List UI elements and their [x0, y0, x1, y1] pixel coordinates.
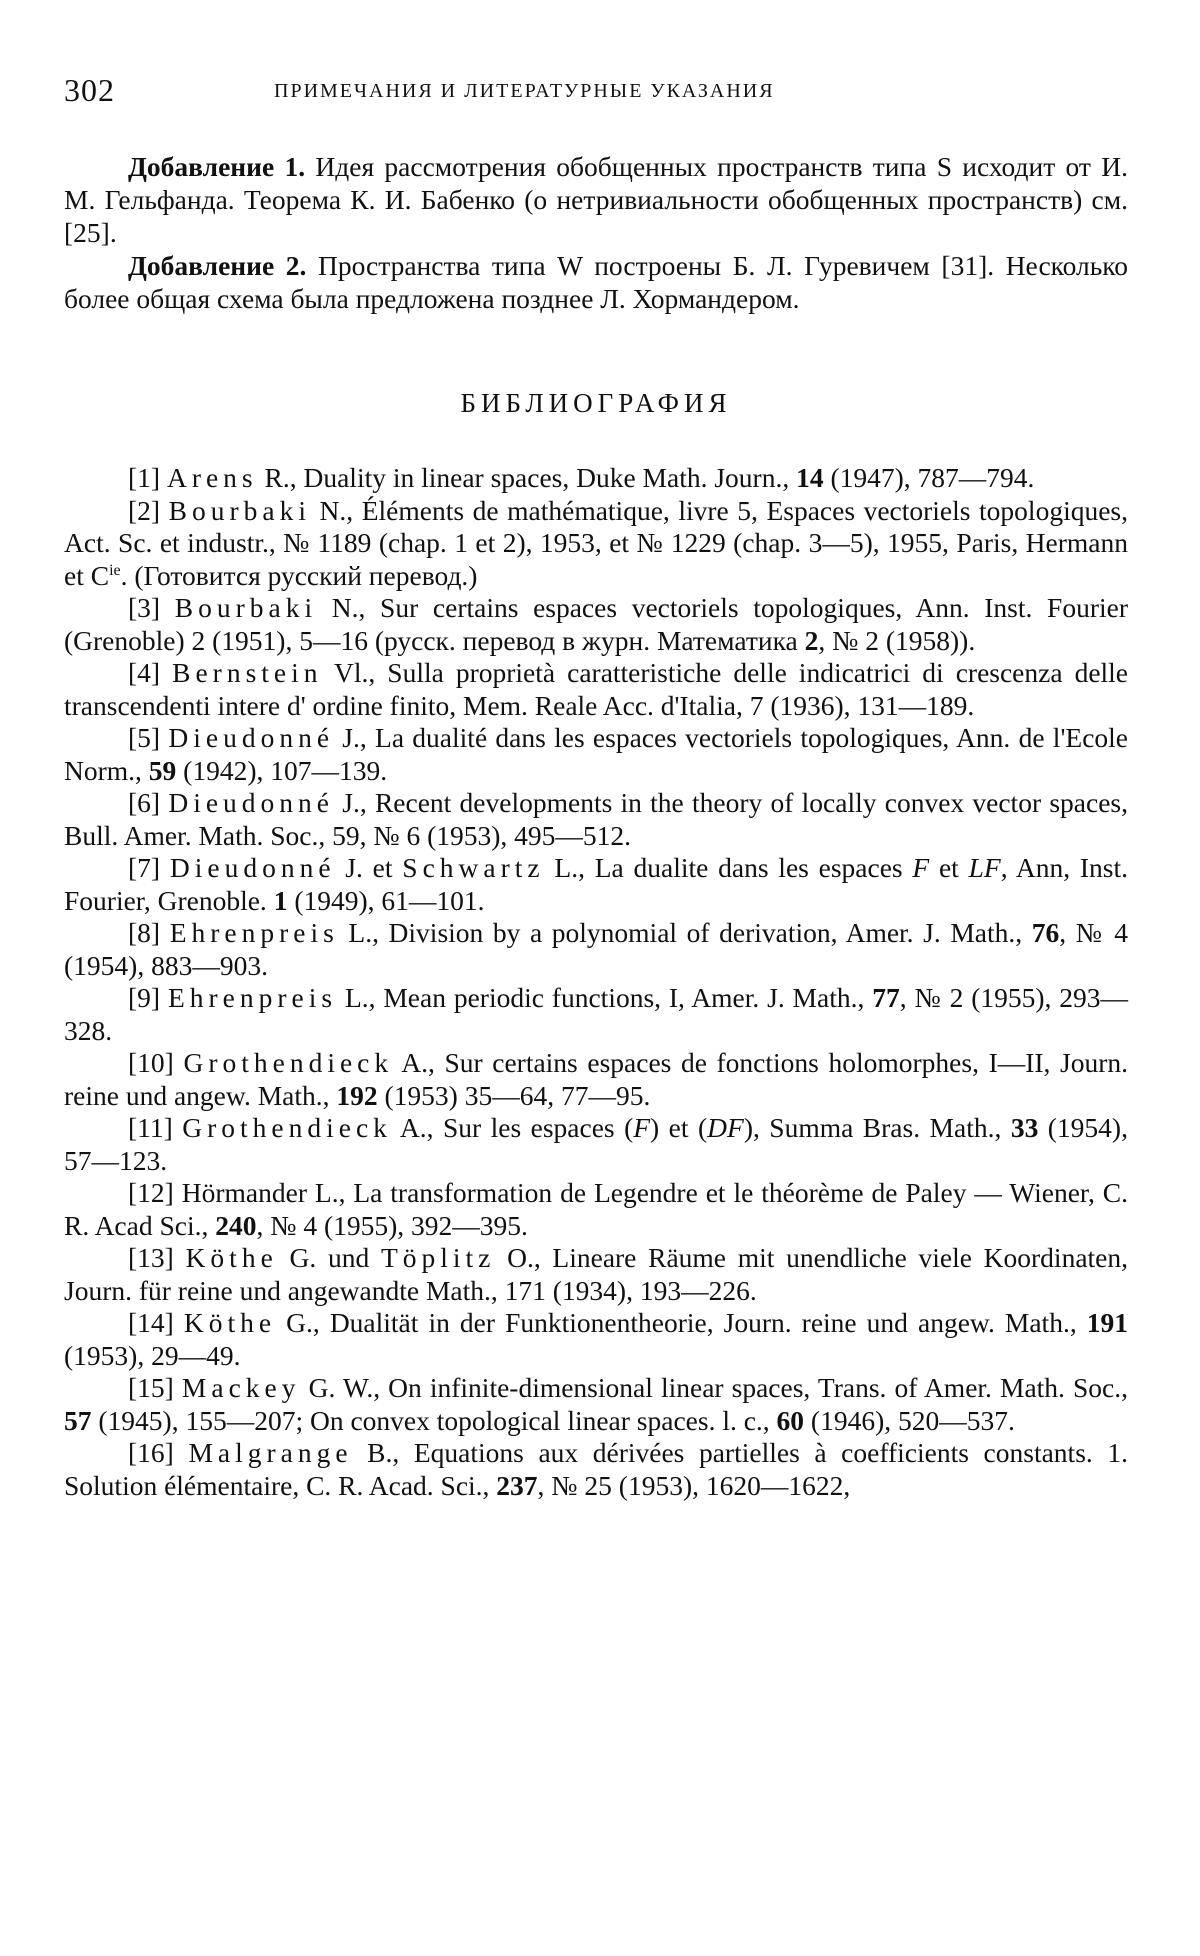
bib-volume: 76 [1031, 917, 1060, 948]
bib-text: A., Sur certains espaces de fonctions holomorphes, I—II, Journ. reine und angew. Math., [64, 1047, 1129, 1111]
addendum-2-text: Пространства типа W построены Б. Л. Гуревичем [31]. Несколько более общая схема была предложена позднее Л. Хормандером. [64, 250, 1128, 314]
addendum-1-text: Идея рассмотрения обобщенных пространств типа S исходит от И. М. Гельфанда. Теорема К. И. Бабенко (о нетривиальности обобщенных пространств) см. [25]. [64, 151, 1128, 248]
bib-text: , № 4 (1955), 392—395. [256, 1209, 528, 1241]
bib-author: Köthe [183, 1307, 277, 1338]
bib-text: J., Recent developments in the theory of locally convex vector spaces, Bull. Amer. Math. Soc., 59, № 6 (1953), 495—512. [64, 787, 1128, 851]
running-head [64, 72, 1128, 112]
bib-volume: 237 [496, 1469, 538, 1501]
bib-entry-7 [64, 852, 1128, 917]
bib-text: (1954), 57—123. [64, 1112, 1128, 1176]
bib-text: Vl., Sulla proprietà caratteristiche delle indicatrici di crescenza delle transcendenti intere d' ordine finito, Mem. Reale Acc. d'Italia, 7 (1936), 131—189. [64, 657, 1129, 721]
bib-volume: 59 [148, 754, 177, 786]
bib-author: Schwartz [402, 852, 545, 883]
bib-text: , № 2 (1955), 293—328. [64, 982, 1128, 1046]
bib-entry-10 [64, 1047, 1128, 1112]
running-title: ПРИМЕЧАНИЯ И ЛИТЕРАТУРНЫЕ УКАЗАНИЯ [274, 80, 775, 102]
bib-text: A., Sur les espaces ( [391, 1112, 634, 1143]
bib-text: . (Готовится русский перевод.) [120, 559, 478, 591]
bibliography-list [64, 462, 1128, 1502]
bib-number: [1] [128, 462, 161, 493]
bib-number: [7] [128, 852, 161, 883]
bib-text: L., La transformation de Legendre et le théorème de Paley — Wiener, C. R. Acad Sci., [64, 1177, 1128, 1241]
bib-entry-3 [64, 592, 1128, 657]
bib-italic: DF [707, 1112, 744, 1143]
bib-text: et [929, 852, 969, 883]
bib-text: (1953), 29—49. [64, 1339, 241, 1371]
addendum-2-lead: Добавление 2. [128, 250, 307, 281]
bib-author: Grothendieck [183, 1047, 394, 1078]
bib-volume: 240 [215, 1209, 257, 1241]
bib-volume: 14 [796, 462, 824, 493]
bib-volume: 77 [872, 982, 900, 1013]
bib-entry-8 [64, 917, 1128, 982]
bib-number: [6] [128, 787, 161, 818]
bib-italic: F [912, 852, 930, 883]
bib-text: , № 4 (1954), 883—903. [64, 917, 1129, 981]
bib-entry-2 [64, 495, 1128, 593]
bib-text: G., Dualität in der Funktionentheorie, Journ. reine und angew. Math., [276, 1307, 1087, 1338]
bib-text: (1946), 520—537. [804, 1404, 1015, 1436]
bib-text: L., La dualite dans les espaces [544, 852, 913, 883]
bib-number: [13] [128, 1242, 174, 1273]
bib-volume: 57 [64, 1404, 92, 1436]
bib-entry-13 [64, 1242, 1128, 1307]
bib-text: (1949), 61—101. [287, 884, 485, 916]
bib-number: [14] [128, 1307, 174, 1338]
bib-author: Hörmander [181, 1177, 307, 1208]
bib-author: Malgrange [188, 1437, 353, 1468]
bib-number: [4] [128, 657, 161, 688]
bib-text: L., Division by a polynomial of derivation, Amer. J. Math., [338, 917, 1032, 948]
addendum-2 [64, 249, 1128, 315]
bib-author: Ehrenpreis [167, 982, 338, 1013]
bib-text: O., Lineare Räume mit unendliche viele Koordinaten, Journ. für reine und angewandte Math., 171 (1934), 193—226. [64, 1242, 1128, 1306]
bib-entry-5 [64, 722, 1128, 787]
bib-text: B., Equations aux dérivées partielles à coefficients constants. 1. Solution élémentaire, C. R. Acad. Sci., [64, 1437, 1128, 1501]
bib-text: (1947), 787—794. [823, 462, 1035, 493]
page-number: 302 [64, 72, 115, 108]
bib-entry-15 [64, 1372, 1128, 1437]
bib-entry-11 [64, 1112, 1128, 1177]
bib-author: Dieudonné [168, 787, 334, 818]
bib-author: Töplitz [380, 1242, 496, 1273]
bib-text: L., Mean periodic functions, I, Amer. J. Math., [337, 982, 873, 1013]
bib-entry-16 [64, 1437, 1128, 1502]
bib-text: G. und [277, 1242, 381, 1273]
bib-volume: 33 [1010, 1112, 1039, 1143]
bib-author: Köthe [185, 1242, 278, 1273]
bib-number: [3] [128, 592, 161, 623]
bib-author: Bernstein [172, 657, 323, 688]
bib-author: Grothendieck [182, 1112, 392, 1143]
bib-text: , № 25 (1953), 1620—1622, [537, 1469, 851, 1501]
bib-italic: F [633, 1112, 651, 1143]
bib-text: (1953) 35—64, 77—95. [377, 1079, 651, 1111]
bib-italic: LF [968, 852, 1001, 883]
bib-volume: 191 [1086, 1307, 1129, 1338]
bib-entry-12 [64, 1177, 1128, 1242]
addenda [64, 150, 1128, 315]
bib-volume: 192 [336, 1079, 378, 1111]
bib-number: [5] [128, 722, 161, 753]
bib-volume: 60 [776, 1404, 805, 1436]
bib-entry-4 [64, 657, 1128, 722]
bib-number: [8] [128, 917, 161, 948]
bib-entry-14 [64, 1307, 1128, 1372]
bib-text: (1945), 155—207; On convex topological linear spaces. l. c., [91, 1404, 777, 1436]
bib-author: Bourbaki [168, 494, 311, 526]
bib-text: , № 2 (1958)). [818, 624, 976, 656]
bib-number: [16] [128, 1437, 174, 1468]
bib-text: J., La dualité dans les espaces vectoriels topologiques, Ann. de l'Ecole Norm., [64, 722, 1128, 786]
bib-text: ) et ( [650, 1112, 708, 1143]
bibliography-heading: БИБЛИОГРАФИЯ [460, 388, 732, 418]
bib-entry-9 [64, 982, 1128, 1047]
bib-text: (1942), 107—139. [176, 754, 388, 786]
bib-number: [2] [128, 494, 161, 526]
bib-text: G. W., On infinite-dimensional linear spaces, Trans. of Amer. Math. Soc., [300, 1372, 1129, 1403]
bib-entry-1 [64, 462, 1128, 495]
bib-number: [9] [128, 982, 161, 1013]
bib-author: Mackey [181, 1372, 301, 1403]
bib-text: , Ann, Inst. Fourier, Grenoble. [64, 852, 1128, 916]
bib-text: R., Duality in linear spaces, Duke Math. Journ., [257, 462, 797, 493]
bib-author: Arens [166, 462, 258, 493]
addendum-1-lead: Добавление 1. [128, 151, 306, 182]
bib-superscript: ie [109, 561, 121, 579]
addendum-1 [64, 150, 1128, 249]
bib-entry-6 [64, 787, 1128, 852]
bib-volume: 1 [273, 884, 288, 916]
bib-volume: 2 [804, 624, 819, 656]
bib-number: [15] [128, 1372, 174, 1403]
bib-author: Bourbaki [174, 592, 318, 623]
bib-number: [10] [128, 1047, 174, 1078]
bib-number: [11] [128, 1112, 173, 1143]
bib-number: [12] [128, 1177, 174, 1208]
bib-author: Dieudonné [169, 852, 336, 883]
bib-text: J. et [335, 852, 403, 883]
bib-text: N., Éléments de mathématique, livre 5, Espaces vectoriels topologiques, Act. Sc. et industr., № 1189 (chap. 1 et 2), 1953, et № 1229 (chap. 3—5), 1955, Paris, Hermann et C [64, 494, 1128, 591]
bib-text: N., Sur certains espaces vectoriels topologiques, Ann. Inst. Fourier (Grenoble) 2 (1951), 5—16 (русск. перевод в журн. Математика [64, 592, 1129, 656]
bib-author: Ehrenpreis [169, 917, 339, 948]
bib-author: Dieudonné [168, 722, 335, 753]
bib-text: ), Summa Bras. Math., [743, 1112, 1011, 1143]
